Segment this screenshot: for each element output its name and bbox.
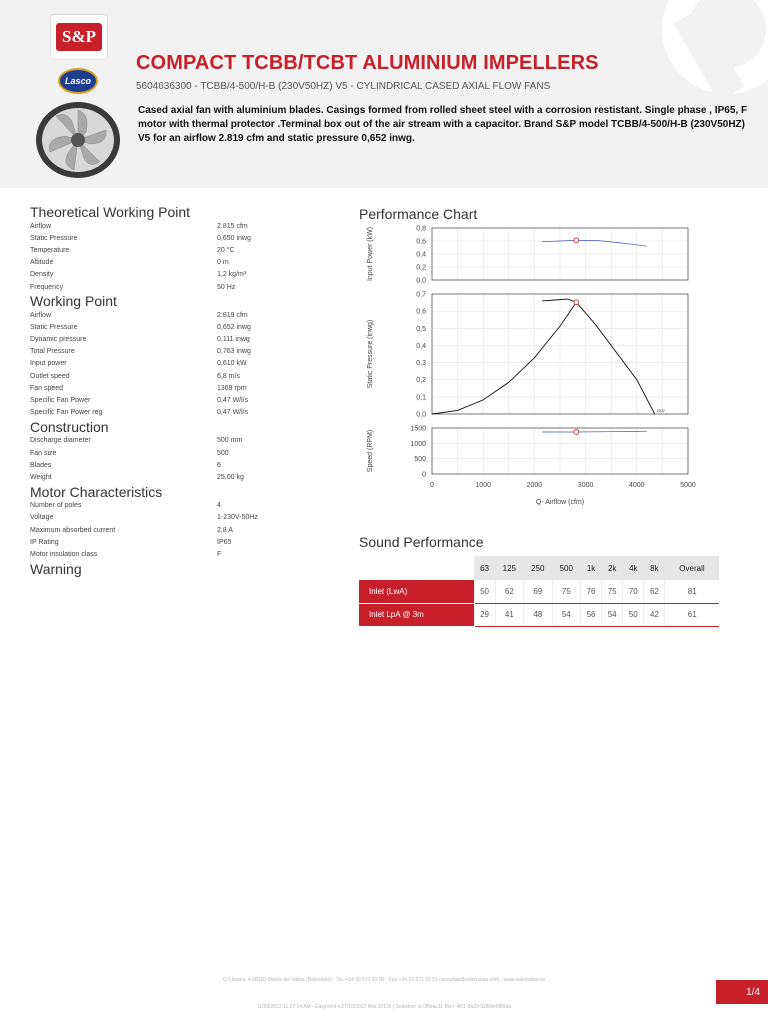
x-tick-label: 0 (430, 482, 434, 489)
spec-row (30, 471, 330, 483)
spec-row (30, 435, 330, 447)
sp-logo: S&P (50, 14, 108, 60)
spec-value: 1369 rpm (217, 384, 247, 392)
sound-cell: 50 (474, 580, 495, 603)
sound-col-header: 500 (552, 556, 580, 580)
y-tick-label: 1500 (410, 425, 426, 433)
sound-col-header: 1k (581, 556, 602, 580)
spec-value: 500 (217, 449, 229, 457)
product-description: Cased axial fan with aluminium blades. Casings formed from rolled sheet steel with a corrosion restistant. Single phase , IP65, F motor with thermal protector .Terminal box out of the air stream with a capacitor. Brand S&P model TCBB/4-500/H-B (230V50HZ) V5 for an airflow 2.819 cfm and static pressure 0,652 inwg. (138, 105, 748, 144)
sound-performance-title: Sound Performance (359, 534, 484, 550)
specs-column (30, 204, 330, 577)
spec-label: Maximum absorbed current (30, 526, 116, 534)
spec-value: 2,8 A (217, 526, 233, 534)
y-tick-label: 0,2 (416, 264, 426, 272)
y-tick-label: 0,0 (416, 411, 426, 419)
lasco-logo: Lasco (58, 68, 98, 94)
y-tick-label: 0,4 (416, 251, 426, 259)
spec-row (30, 220, 330, 232)
footer-meta: 11/29/2022 11:27:14 AM - EasyVent v.27/10/2022 Rev.20126 | Selection Id 0f5eac11-f5e7-4f01-9b23-02fb9e0f89da (256, 1004, 512, 1010)
spec-value: 0,763 inwg (217, 348, 251, 356)
x-tick-label: 5000 (680, 482, 696, 489)
spec-label: Static Pressure (30, 234, 78, 242)
spec-label: Static Pressure (30, 323, 78, 331)
footer-address: C/ Llevant, 4 08150 Parets del Vallès (Barcelona) - Tel. +34 93 571 93 00 - Fax +34 93 571 93 01 consultas@solerpalau.com - www.solerpalau.es (222, 977, 546, 983)
y-tick-label: 0,7 (416, 291, 426, 299)
y-tick-label: 500 (414, 456, 426, 464)
spec-value: 0,47 W/l/s (217, 409, 249, 417)
y-axis-label: Input Power (kW) (367, 226, 374, 282)
sound-cell: 81 (665, 580, 719, 603)
y-tick-label: 0 (422, 471, 426, 479)
spec-label: Motor insulation class (30, 550, 98, 558)
spec-row (30, 269, 330, 281)
sound-cell: 62 (495, 580, 523, 603)
sound-cell: 76 (581, 580, 602, 603)
sound-col-header: 125 (495, 556, 523, 580)
spec-label: Fan speed (30, 384, 64, 392)
spec-row (30, 358, 330, 370)
spec-label: Airflow (30, 311, 52, 319)
section-title: Construction (30, 418, 109, 435)
sound-cell: 54 (602, 603, 623, 626)
spec-label: Fan size (30, 449, 57, 457)
spec-value: 0 m (217, 259, 229, 267)
spec-row (30, 447, 330, 459)
sound-row-label: Inlet LpA @ 3m (359, 603, 474, 626)
spec-label: Outlet speed (30, 372, 70, 380)
y-tick-label: 0,1 (416, 394, 426, 402)
curve-annotation: 230V (656, 409, 665, 413)
y-tick-label: 0,5 (416, 325, 426, 333)
x-tick-label: 3000 (577, 482, 594, 489)
spec-value: F (217, 550, 222, 558)
sound-cell: 56 (581, 603, 602, 626)
sound-cell: 69 (524, 580, 552, 603)
operating-point (574, 430, 579, 435)
spec-row (30, 334, 330, 346)
spec-row (30, 394, 330, 406)
spec-row (30, 370, 330, 382)
spec-row (30, 309, 330, 321)
x-tick-label: 1000 (475, 482, 491, 489)
x-tick-label: 2000 (526, 482, 543, 489)
page-subtitle: 5604636300 - TCBB/4-500/H-B (230V50HZ) V5 - CYLINDRICAL CASED AXIAL FLOW FANS (136, 81, 551, 92)
spec-label: Discharge diameter (30, 437, 91, 445)
y-tick-label: 1000 (410, 440, 426, 448)
spec-row (30, 500, 330, 512)
sound-cell: 42 (644, 603, 665, 626)
spec-value: 0,111 inwg (217, 336, 250, 344)
y-tick-label: 0,8 (416, 225, 426, 233)
section-title: Working Point (30, 293, 117, 310)
y-tick-label: 0,0 (416, 277, 426, 285)
sound-col-header: 63 (474, 556, 495, 580)
sound-cell: 29 (474, 603, 495, 626)
section-title: Warning (30, 560, 82, 577)
sound-col-header: 2k (602, 556, 623, 580)
operating-point (574, 300, 579, 305)
spec-value: 0,47 W/l/s (217, 397, 249, 405)
spec-label: Voltage (30, 514, 54, 522)
spec-label: Dynamic pressure (30, 336, 87, 344)
spec-label: Blades (30, 461, 52, 469)
spec-row (30, 321, 330, 333)
sound-row (359, 603, 719, 626)
spec-row (30, 512, 330, 524)
sound-cell: 50 (623, 603, 644, 626)
spec-value: 0,652 inwg (217, 323, 251, 331)
y-tick-label: 0,4 (416, 342, 426, 350)
y-tick-label: 0,2 (416, 377, 426, 385)
sound-col-header: 8k (644, 556, 665, 580)
section-title: Motor Characteristics (30, 483, 163, 500)
spec-value: 0,610 kW (217, 360, 247, 368)
spec-value: 2.815 cfm (217, 222, 248, 230)
sound-col-header: 4k (623, 556, 644, 580)
spec-value: 6,8 m/s (217, 372, 240, 380)
spec-value: 1-230V-50Hz (217, 514, 258, 522)
y-tick-label: 0,3 (416, 360, 426, 368)
sound-cell: 48 (524, 603, 552, 626)
spec-label: IP Rating (30, 538, 59, 546)
section-title: Theoretical Working Point (30, 204, 191, 220)
spec-row (30, 232, 330, 244)
sound-col-header: Overall (665, 556, 719, 580)
y-axis-label: Static Pressure (inwg) (367, 319, 374, 389)
sound-col-header: 250 (524, 556, 552, 580)
page-title: COMPACT TCBB/TCBT ALUMINIUM IMPELLERS (136, 52, 599, 74)
spec-row (30, 407, 330, 419)
y-tick-label: 0,6 (416, 238, 426, 246)
spec-row (30, 536, 330, 548)
sound-cell: 62 (644, 580, 665, 603)
spec-label: Altitude (30, 259, 54, 267)
spec-label: Frequency (30, 283, 64, 291)
spec-value: 2.819 cfm (217, 311, 248, 319)
construction-list (30, 435, 330, 484)
spec-label: Weight (30, 473, 52, 481)
sound-row (359, 580, 719, 603)
x-axis-label: Q- Airflow (cfm) (535, 499, 585, 506)
spec-value: 4 (217, 502, 221, 510)
spec-label: Specific Fan Power reg (30, 409, 103, 417)
spec-row (30, 524, 330, 536)
spec-value: 50 Hz (217, 283, 236, 291)
sound-cell: 75 (552, 580, 580, 603)
theoretical-list (30, 220, 330, 293)
spec-value: 1,2 kg/m³ (217, 271, 247, 279)
spec-value: 0,650 inwg (217, 234, 251, 242)
x-tick-label: 4000 (629, 482, 645, 489)
spec-label: Number of poles (30, 502, 82, 510)
spec-row (30, 257, 330, 269)
sound-cell: 41 (495, 603, 523, 626)
sound-cell: 70 (623, 580, 644, 603)
spec-value: 25,00 kg (217, 473, 244, 481)
page-number: 1/4 (716, 980, 768, 1004)
operating-point (574, 238, 579, 243)
sound-cell: 61 (665, 603, 719, 626)
spec-label: Airflow (30, 222, 52, 230)
performance-chart-title: Performance Chart (359, 206, 478, 222)
fan-product-image (34, 100, 122, 180)
spec-label: Specific Fan Power (30, 397, 91, 405)
spec-label: Input power (30, 360, 67, 368)
y-axis-label: Speed (RPM) (367, 429, 374, 473)
working-list (30, 309, 330, 419)
spec-value: 6 (217, 461, 221, 469)
series-line (542, 431, 647, 432)
sound-row-label: Inlet (LwA) (359, 580, 474, 603)
spec-label: Density (30, 271, 54, 279)
spec-label: Total Pressure (30, 348, 75, 356)
spec-row (30, 548, 330, 560)
spec-row (30, 459, 330, 471)
spec-row (30, 382, 330, 394)
series-line (432, 302, 576, 414)
spec-value: 20 °C (217, 246, 235, 254)
spec-value: IP65 (217, 538, 232, 546)
sound-table (359, 556, 719, 627)
spec-row (30, 244, 330, 256)
performance-chart (356, 222, 696, 512)
motor-list (30, 500, 330, 561)
sound-cell: 75 (602, 580, 623, 603)
spec-row (30, 281, 330, 293)
spec-row (30, 346, 330, 358)
spec-value: 500 mm (217, 437, 243, 445)
y-tick-label: 0,6 (416, 308, 426, 316)
header (0, 0, 768, 188)
sound-cell: 54 (552, 603, 580, 626)
spec-label: Temperature (30, 246, 70, 254)
